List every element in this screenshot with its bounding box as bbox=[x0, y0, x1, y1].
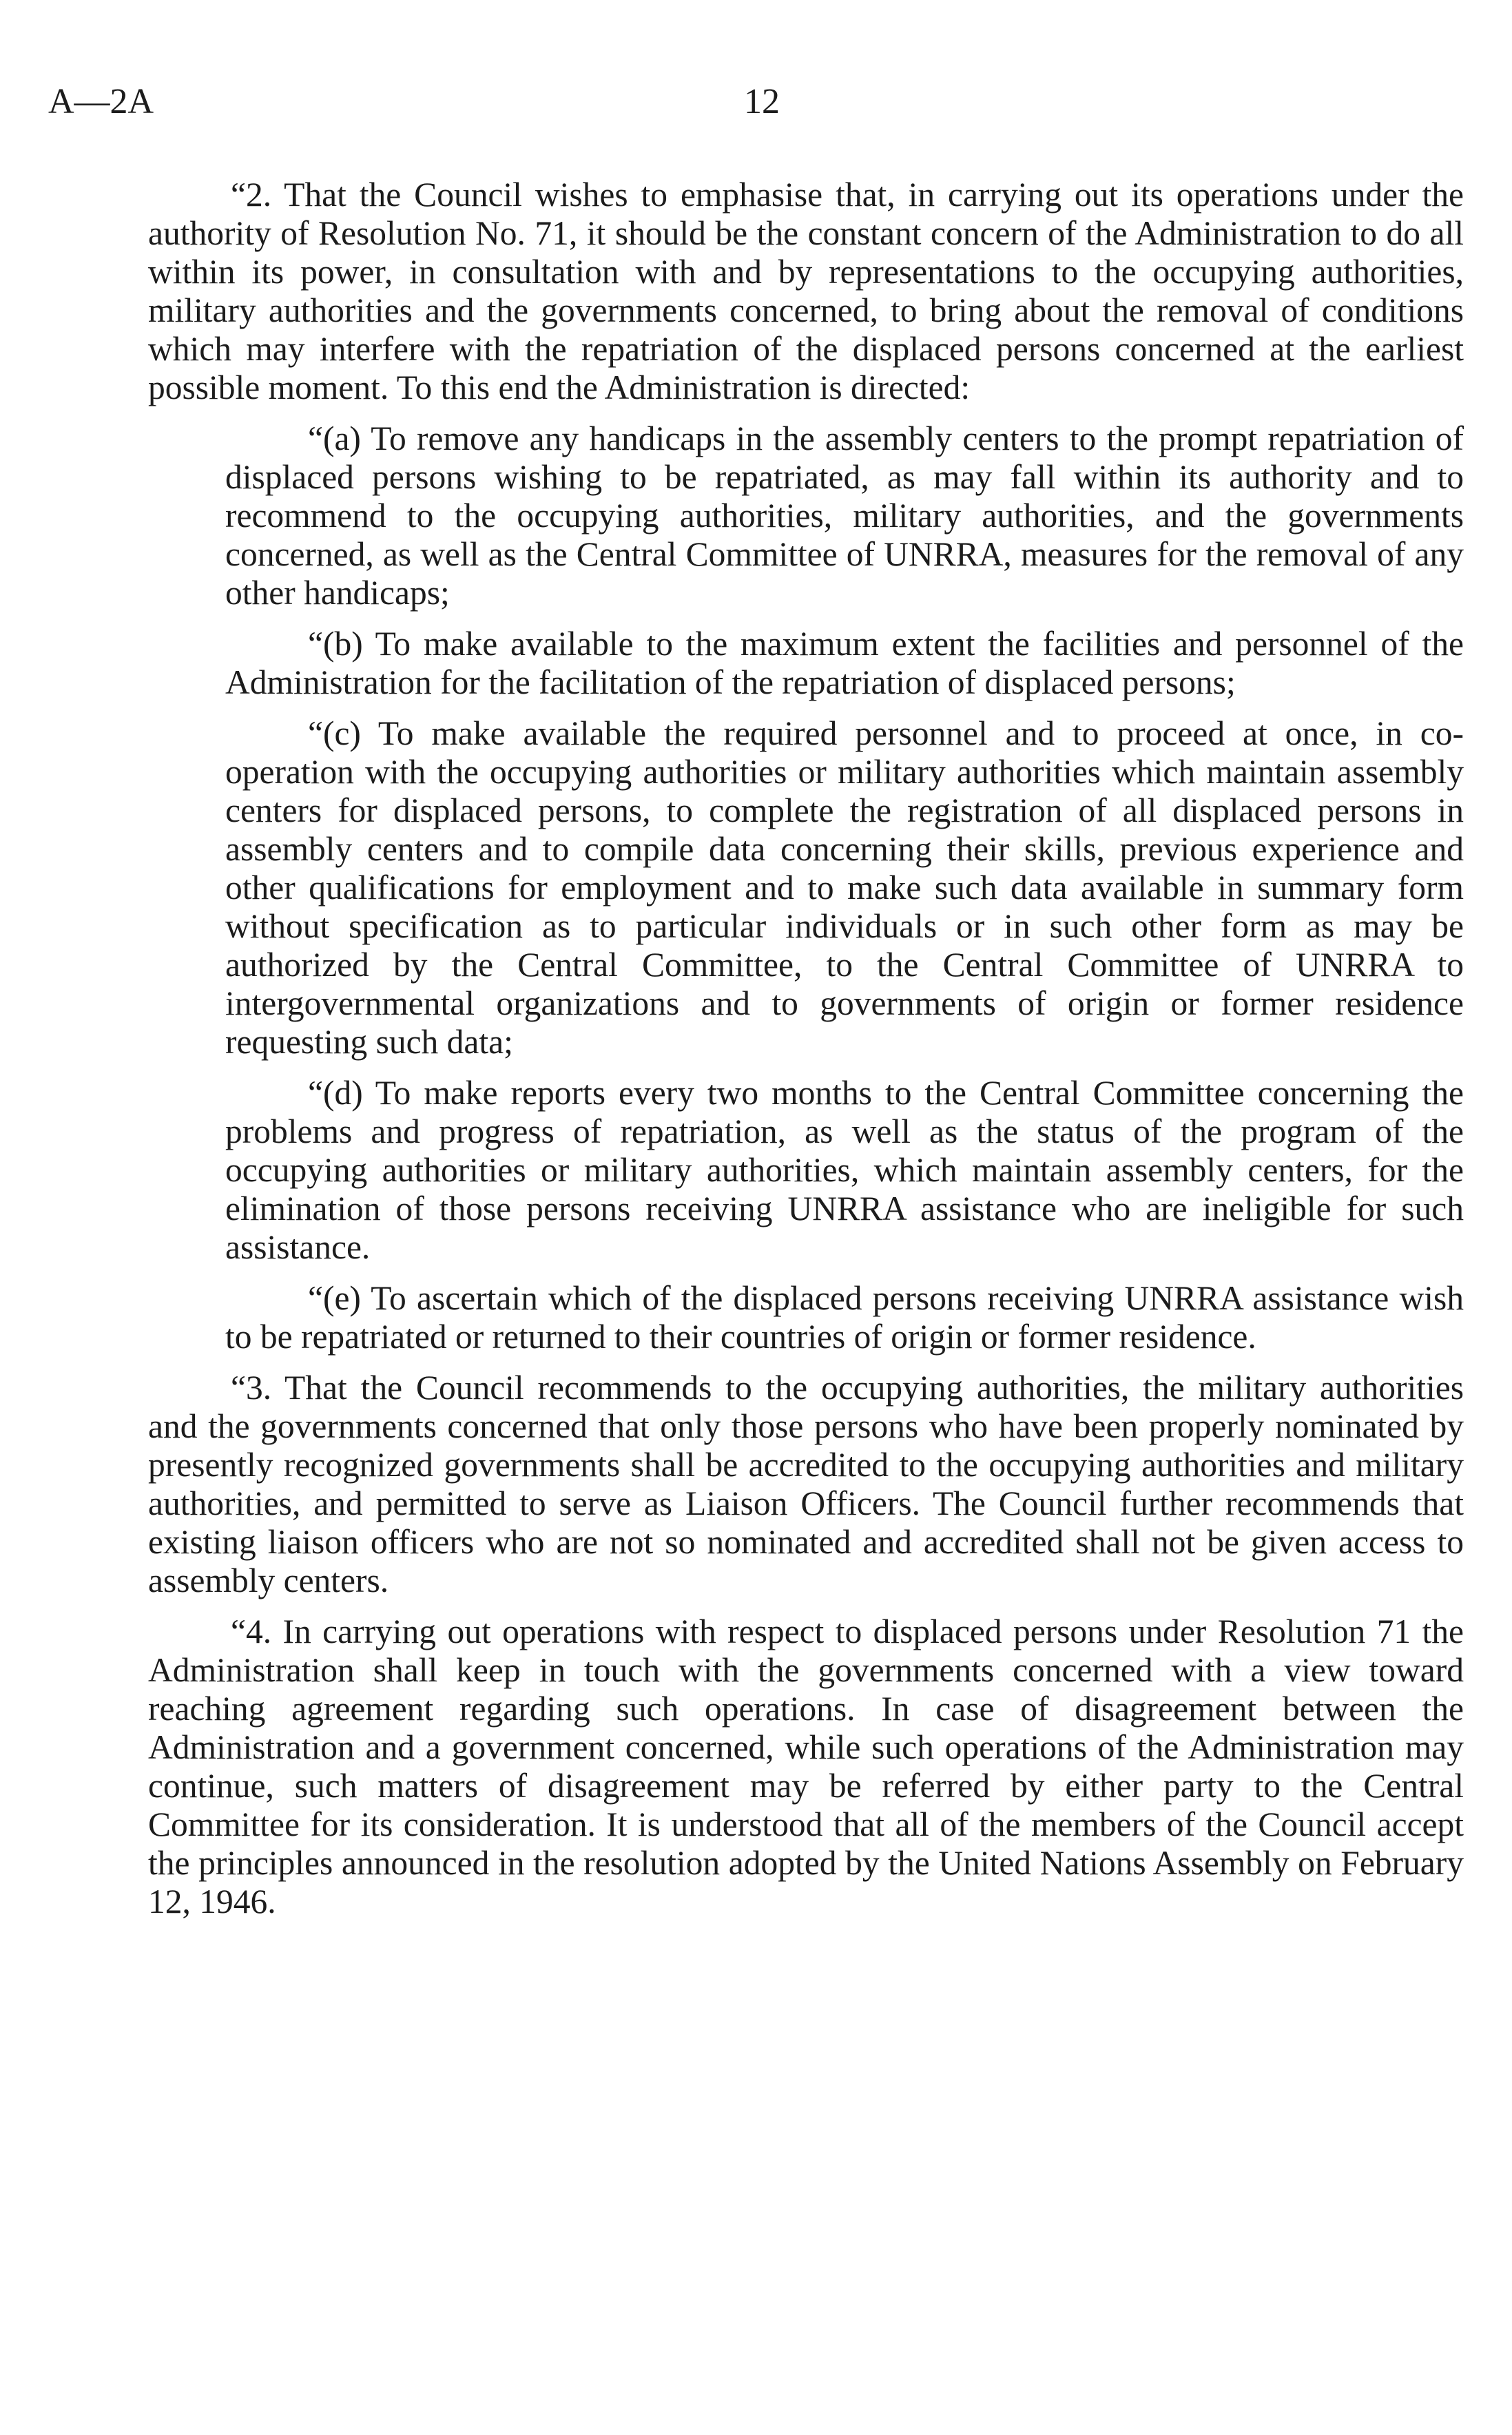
page-header bbox=[48, 81, 1464, 129]
paragraph-2: “2. That the Council wishes to emphasise that, in carrying out its operations under the authority of Resolution No. 71, it should be the constant concern of the Administration to do all within its power, in consultation with and by representations to the occupying authorities, military authorities and the governments concerned, to bring about the removal of conditions which may interfere with the repatriation of the displaced persons concerned at the earliest possible moment. To this end the Administration is directed: bbox=[148, 176, 1464, 406]
subparagraph-2d: “(d) To make reports every two months to the Central Committee concerning the problems and progress of repatriation, as well as the status of the program of the occupying authorities or military authorities, which maintain assembly centers, for the elimination of those persons receiving UNRRA assistance who are ineligible for such assistance. bbox=[225, 1074, 1464, 1266]
document-reference: A—2A bbox=[48, 82, 154, 121]
subparagraph-2c: “(c) To make available the required personnel and to proceed at once, in co-operation with the occupying authorities or military authorities which maintain assembly centers for displaced persons, to complete the registration of all displaced persons in assembly centers and to compile data concerning their skills, previous experience and other qualifications for employment and to make such data available in summary form without specification as to particular individuals or in such other form as may be authorized by the Central Committee, to the Central Committee of UNRRA to intergovernmental organizations and to governments of origin or former residence requesting such data; bbox=[225, 714, 1464, 1061]
body-text bbox=[148, 176, 1464, 1934]
subparagraph-2a: “(a) To remove any handicaps in the assembly centers to the prompt repatriation of displaced persons wishing to be repatriated, as may fall within its authority and to recommend to the occupying authorities, military authorities, and the governments concerned, as well as the Central Committee of UNRRA, measures for the removal of any other handicaps; bbox=[225, 419, 1464, 612]
paragraph-3: “3. That the Council recommends to the occupying authorities, the military authorities and the governments concerned that only those persons who have been properly nominated by presently recognized governments shall be accredited to the occupying authorities and military authorities, and permitted to serve as Liaison Officers. The Council further recommends that existing liaison officers who are not so nominated and accredited shall not be given access to assembly centers. bbox=[148, 1369, 1464, 1599]
page-number: 12 bbox=[744, 82, 780, 121]
subparagraph-2b: “(b) To make available to the maximum extent the facilities and personnel of the Administration for the facilitation of the repatriation of displaced persons; bbox=[225, 625, 1464, 701]
paragraph-4: “4. In carrying out operations with respect to displaced persons under Resolution 71 the Administration shall keep in touch with the governments concerned with a view toward reaching agreement regarding such operations. In case of disagreement between the Administration and a government concerned, while such operations of the Administration may continue, such matters of disagreement may be referred by either party to the Central Committee for its consideration. It is understood that all of the members of the Council accept the principles announced in the resolution adopted by the United Nations Assembly on February 12, 1946. bbox=[148, 1613, 1464, 1920]
subparagraph-2e: “(e) To ascertain which of the displaced persons receiving UNRRA assistance wish to be repatriated or returned to their countries of origin or former residence. bbox=[225, 1279, 1464, 1356]
